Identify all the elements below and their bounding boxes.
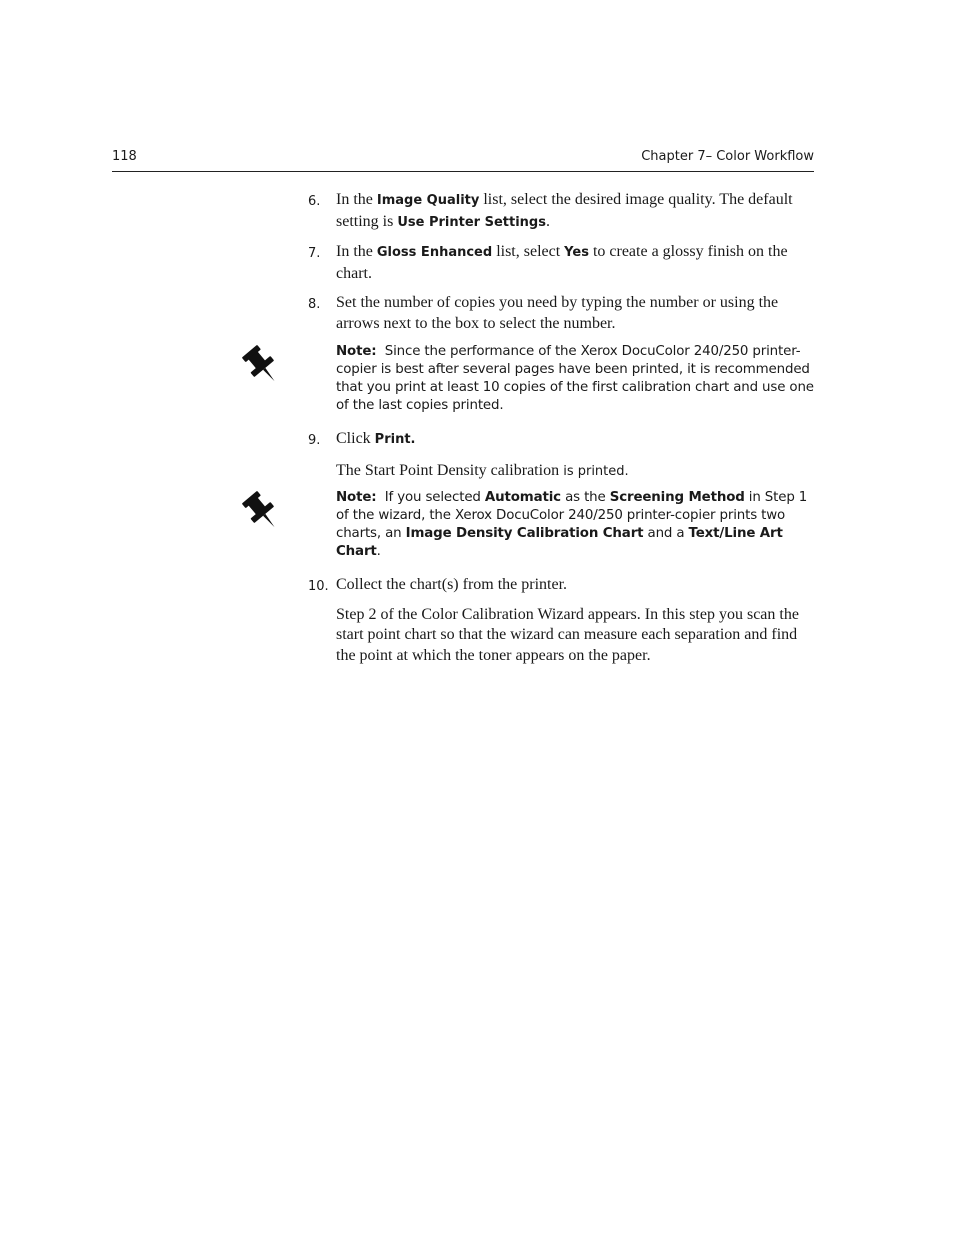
page-header <box>112 149 814 172</box>
step-8 <box>308 293 814 334</box>
result-text: Step 2 of the Color Calibration Wizard appears. In this step you scan the start point chart so that the wizard can measure each separation and find the point at which the toner appears on the paper. <box>336 605 799 664</box>
note-text: . <box>376 544 381 559</box>
step-9 <box>308 429 814 451</box>
note-text: and a <box>643 526 689 541</box>
step-text: list, select <box>492 243 565 260</box>
ui-term-image-density-chart: Image Density Calibration Chart <box>405 526 644 541</box>
step-number: 8. <box>308 297 321 312</box>
step-7 <box>308 242 814 284</box>
step-text: In the <box>336 191 377 208</box>
chapter-title: Chapter 7– Color Workflow <box>641 149 814 164</box>
note-2 <box>308 489 814 561</box>
step-number: 6. <box>308 194 321 209</box>
note-label: Note: <box>336 490 377 505</box>
step-text: . <box>545 212 550 230</box>
step-text: Click <box>336 430 375 447</box>
pushpin-icon <box>240 343 282 387</box>
step-text: to create a glossy finish on the chart. <box>336 243 788 282</box>
note-text: as the <box>560 490 610 505</box>
step-number: 9. <box>308 433 321 448</box>
ui-term-text-line-art-chart: Text/Line Art Chart <box>336 526 783 559</box>
ui-term-screening-method: Screening Method <box>609 490 745 505</box>
ui-term-use-printer-settings: Use Printer Settings <box>397 214 546 230</box>
result-text: The Start Point Density calibration <box>336 461 560 479</box>
step-text: . <box>410 432 416 447</box>
step-number: 7. <box>308 246 321 261</box>
note-text: Since the performance of the Xerox DocuColor 240/250 printer-copier is best after several pages have been printed, it is recommended that you print at least 10 copies of the first calibration chart and use one of the last copies printed. <box>336 344 814 413</box>
result-text-sans: is printed. <box>559 463 629 479</box>
step-text: In the <box>336 243 377 260</box>
step-text: list, select the desired image quality. The default setting is <box>336 191 793 230</box>
ui-term-gloss-enhanced: Gloss Enhanced <box>376 245 493 260</box>
note-text: If you selected <box>384 490 485 505</box>
step-6 <box>308 190 814 233</box>
note-label: Note: <box>336 344 377 359</box>
pushpin-icon <box>240 489 282 533</box>
page-number: 118 <box>112 149 137 164</box>
step-9-result <box>308 461 814 483</box>
step-10-result <box>308 605 814 667</box>
ui-term-image-quality: Image Quality <box>376 193 480 208</box>
ui-term-automatic: Automatic <box>484 490 561 505</box>
step-text: Set the number of copies you need by typing the number or using the arrows next to the box to select the number. <box>336 294 779 332</box>
step-number: 10. <box>308 579 329 594</box>
step-10 <box>308 575 814 596</box>
ui-term-print: Print <box>374 432 411 447</box>
note-1 <box>308 343 814 415</box>
page-content <box>308 190 814 666</box>
note-text: in Step 1 of the wizard, the Xerox DocuColor 240/250 printer-copier prints two charts, an <box>336 490 808 541</box>
step-text: Collect the chart(s) from the printer. <box>336 576 568 593</box>
ui-term-yes: Yes <box>564 245 589 260</box>
